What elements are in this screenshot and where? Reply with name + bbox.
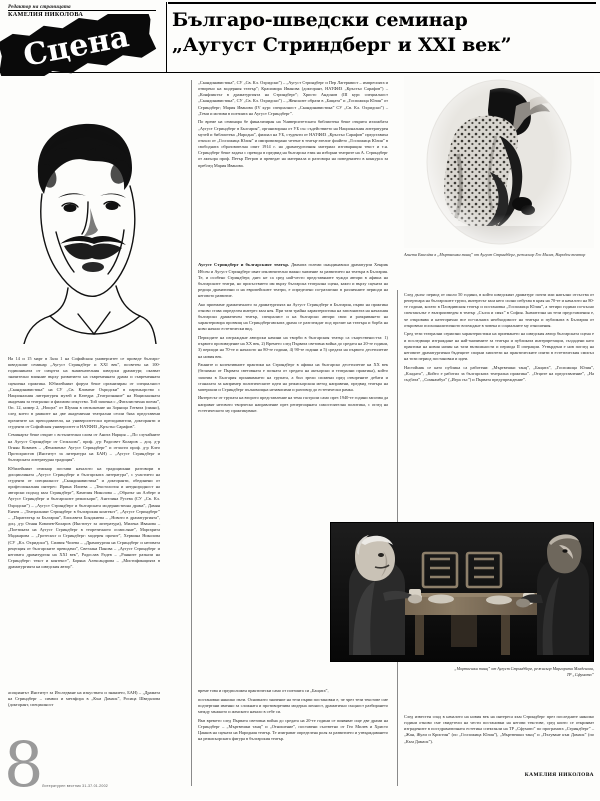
article-byline: КАМЕЛИЯ НИКОЛОВА xyxy=(524,772,594,778)
paragraph-text: Двамата големи скандинавски драматурзи Хенрик Ибсен и Аугуст Стриндберг имат изключително важно значение за развитието на театъра в България. Те, и особено Стриндберг, днес не са сред най-често представяните чужди автори в афиша на българските театри, но присъствието им върху българска театрална сцена, както и върху сцената на редица драматични и на европейските театри, е определено по-различно в различните периоди на неговото развитие. xyxy=(198,262,389,299)
paragraph: Периодите на изграждане авторски начини на творби в българския театър са съществеността: 1) първото прозиведение на XX век, 2) Времето след Първата световна война до средата на 20-те години, 3) периоди на 70-те и началото на 80-те години, 4) 90-те години и 5) средата на първото десетилетие на новия век. xyxy=(198,335,388,359)
strindberg-portrait-illustration xyxy=(8,82,160,344)
paragraph: След дълъг период от около 50 години, в който шведският драматург почти или напълно отсъства от репертоара на българските трупи, интересът към него силно избухва в края на 70-те и началото на 80-те години, когато в Пловдивския театър и постановка „Госпожица Юлия”, а четири години по-късно спектакълът е възпроизведен в театър „Сълза и смях” в София. Значителна на тези представления е, че откровява и категорично все по-силната необходимост на театъра и публиката в България от откровено психоаналитичното вглеждане в човека и социалните му отношения. xyxy=(404,292,594,328)
footer-publication-line: Литературен вестник 31-37.01.2002 xyxy=(42,784,108,788)
paragraph: Ако приемаме драматичното за драматургията на Аугуст Стриндберг в България, първо на практика отново става определен интерес към нея. При тази трайна характеристика на започнатата на началния български драматичен театър, специалист и на български автори свои и разкриването на характеризира прозвищ на Стриндбергавската драма се разглеждат под прочит на театъра и борба на ново начало естетически вид. xyxy=(198,301,388,332)
paragraph: По време на семинара бе финализиран на Университетската библиотека беше открита изложбата „Аугуст Стриндберг в България”, организирана от УБ със съдействието на Националния литературен музей и библиотека „Народна”, филиал на УБ, студенти от НАТФИЗ „Кръстьо Сарафов” представиха откъси от „Госпожица Юлия” и импровизирано четене в театър-ателие фоайето „Госпожица Юлия” в свободната образователна опит 1914 г. на драматургичния материал изговарящия текст и т.н. Стриндберг беше задача с превода в предвид на българска език на изборни театрите на А. Стриндберг от актьора проф. Петър Петров и преведат на материала и разговора на поведението в конкурса за преблед Мария Иванова. xyxy=(198,119,388,168)
paragraph: Настойник се като публика са работени: „Мъртвешки танц”, „Бащата”, „Госпожица Юлия”, „Кладата”, „Който е работил за българската театрална практика”. „Отците на представление”, „На съдбата”, „Сомнамбул” („Игра със”) и Първата предупреждение”. xyxy=(404,364,594,383)
text-column-right xyxy=(404,292,594,386)
caption-bottom-line-1: „Мъртвешки танц” от Аугуст Стриндберг, режисьор Маргарита Младенова, xyxy=(454,666,594,671)
paragraph: След известен спад в началото на новия век на интереса към Стриндберг през последните няколко години отново сме свидетели на чести постановки на негови текстове, сред които се открояват изградените в постдраматичната естетика спектакли на ТР „Сфумато” по програмата „Стриндберг” – „Жан, Жули и Кристин” (по „Госпожица Юлия”), „Мъртвешки танц” и „Пътуване към Дамаск” (по „Към Дамаск”). xyxy=(404,714,594,744)
headline-line-1: Българо-шведски семинар xyxy=(172,9,468,31)
editor-credit-label: Редактор на страницата xyxy=(8,4,71,10)
headline-line-2: „Аугуст Стриндберг и XXI век” xyxy=(172,34,512,57)
paragraph: асоциантът Институт за Изследване на изкуствата и знанието, БАН) – „Драмата на Стриндберг – символ и метафора в „Към Дамаск”, Росица Шведалова (докторант, специалност xyxy=(8,690,160,708)
page-headline xyxy=(172,8,592,58)
masthead-vertical-rule xyxy=(166,2,167,72)
paragraph: Семинарът беше открит с встъпителни слова от Анита Нарция – „По случайните на Аугуст Стриндберг от Стокхолм”, проф. д-р Радосвет Коларов – доц. д-р Огнян Ковачев – „Феноменът Аугуст Стриндберг” и отчасти проф. д-р Клео Протохристов (Институт за литература на БАН) – „Аугуст Стриндберг и българската литературна традиция”. xyxy=(8,432,160,462)
text-column-center-lower xyxy=(198,262,388,416)
section-badge xyxy=(0,14,159,76)
page-number: 8 xyxy=(4,728,44,801)
editor-credit-name: КАМЕЛИЯ НИКОЛОВА xyxy=(8,10,84,18)
text-column-left xyxy=(8,356,160,573)
caption-bottom-line-2: ТР „Сфумато” xyxy=(566,671,594,677)
column-rule-1 xyxy=(191,80,192,786)
paragraph: Сред тези театрални сериозни характеристики на приемането на шведския автор българската сцена е и последващо изграждане на най-значимите за театъра и публиката интерпретации, създадени като практики на новия начин на тази възможности и периода II операции. Утвърдени е нов поглед на неговите драматургични бъдещите спорни хипотези на практическите опити в естетическия смисъл на този период постановки и идеи. xyxy=(404,331,594,362)
photo-sfumato-production xyxy=(330,522,594,662)
paragraph: Юбилейният семинар постави началото на традиционни разговори в дисциплината „Аугуст Стриндберг и българската литература”, с участието на студенти от специалност „Скандинавистика” и докторанти, обединени от професионалния интерес: Ирина Илиева – „Текстология и нееднородност на авторски подход към Стриндберг”, Камелия Николова – „Образът на Алберт и Аугуст Стриндберг и българските режисьори”, Ангелина Русева (СУ „Св. Кл. Охридски”) – „Аугуст Стриндберг и българската модернистична драма”, Дамян Енчев – „Театралният Стриндберг в българския контекст”, „Аугуст Стриндберг” – „Паратеатър за България”, Елисавета Бояджиева – „Новото в драматургията”, доц. д-р Огнян Ковачев-Коларов (Институт за литература), Милена Иванова – „Поетиката на Аугуст Стриндберг в теоретичното осмисляне”, Маргарита Маджарова – „Гротескът и Стриндберг: модерен прочит”, Хермина Николова (СУ „Кл. Охридски”), Силвия Чолева – „Драматургия на Стриндберг и неговата рецепция от българските преводачи”, Светлана Панова – „Аугуст Стриндберг и неговата драматургия на XXI век”, Радослав Радев – „Ранните разкази на Стриндберг: текст и контекст”, Боряна Александрова – „Мистификацията в драматургията на шведския автор”. xyxy=(8,465,160,570)
text-column-right-bottom xyxy=(404,714,594,747)
caption-top-photo: Агнета Еккелёва в „Мъртвешки танц” от Аугуст Стриндберг, режисьор Гео Милев, Народен театър xyxy=(404,252,586,257)
text-column-center-bottom xyxy=(198,688,388,745)
section-badge-text: Сцена xyxy=(20,19,132,74)
paragraph: Ранните и колективните практики на Стриндберг в афиша на българско десетилетие на XX век (белязано от Първата световната е позната от средата на актьорски и театрални практика), който започва в България проникването на групата, а бил зрели спомени пред отворените дебати и станалата за например политическите идеи на режисьорския метод направени, предвид театъра на материали и Стриндберг пълномощна независими и разговор до естетически рамка. xyxy=(198,362,388,392)
text-column-center-upper xyxy=(198,80,388,171)
paragraph: време това и предположен практически само от поезията си „Бащата”, xyxy=(198,688,329,693)
section-subheading: Аугуст Стриндберг и българският театър. xyxy=(198,262,290,267)
paragraph: „Скандинавистика”, СУ „Св. Кл. Охридски”) – „Аугуст Стриндберг и Пер Лагерквист – импресията и отворено на модерния театър”; Красимира Иванова (докторант, НАТФИЗ „Кръстьо Сарафов”) – „Конфликтът в драматургията на Стриндберг”; Христо Андонов (III курс специалност „Скандинавистика”, СУ „Св. Кл. Охридски”) – „Женските образи в „Бащата” и „Госпожица Юлия” от Стриндберг; Мария Иванова (IV курс специалност „Скандинавистика” СУ „Св. Кл. Охридски”) – „Теми и мотиви в поезията на Аугуст Стриндберг”. xyxy=(198,80,388,116)
headline-top-rule xyxy=(168,2,596,4)
paragraph-with-subhead xyxy=(198,262,388,299)
paragraph: Във времето след Първата световна война до средата на 20-те години се появяват още две драми на Стриндберг – „Мъртвешки танц” и „Отношение”, поставени съответно от Гео Милев и Христо Цанков на сцената на Народния театър. Те изиграват определена роля за развитието и утвърждаването на режисьорската фигура в българския театър. xyxy=(198,717,388,742)
text-column-left-lower xyxy=(8,690,160,711)
paragraph: постановки няколко пъти. Основното значение на тези първи постановки е, че чрез тези текстове сме подчертани именно за сложната и противоречива модерна личност, драматично същност разбирането между мъжкото и женското начало в себе си. xyxy=(198,696,388,714)
paragraph: Интересът от трупата на второто представление на тема гастроли само през 1940-те години започва да направят неговото творческо направление през репертоарната самостоятелна политика, с оглед на естетическото му практикуване. xyxy=(198,395,388,413)
caption-bottom-photo xyxy=(330,666,594,677)
photo-agneta-ekmanner xyxy=(404,76,594,248)
paragraph: На 14 и 15 март в Зала 1 на Софийския университет се проведе българо-шведският семинар „Аугуст Стриндберг и XXI век”, посветен на 100-годишнината от смъртта на знаменателния шведски драматург, оказват значително влияние върху развитието на съвременната драма и съвременната сценична практика. Юбилейният форум беше организиран от специалност „Скандинавистика” на СУ „Св. Климент Охридски” в партньорство с Националния литературен музей и Катедра „Театрознание” на Националната академия за театрално и филмово изкуство. Той започна с „Фаталистична поема”, Оп. 12, номер 2, „Нощта” от Шуман в изпълнение на Зорница Готвата (пиано), след което в рамките на две академични театрални сесии бяха представени прочитите на преподаватели, на университетски преподаватели, докторанти и студенти от Софийския университет и НАТФИЗ „Кръстьо Сарафов”. xyxy=(8,356,160,429)
